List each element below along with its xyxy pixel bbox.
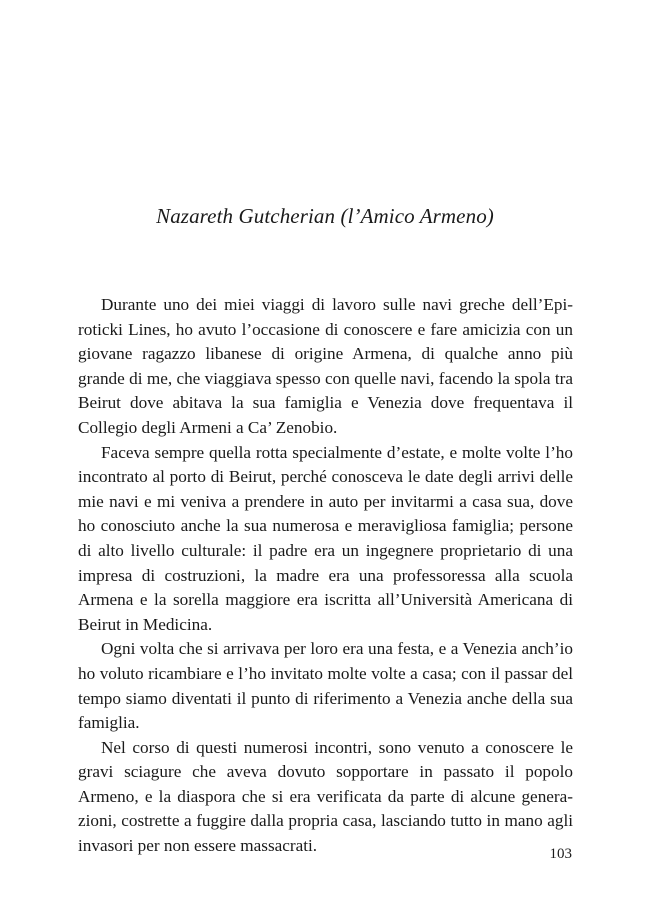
- paragraph: Durante uno dei miei viaggi di lavoro sulle navi greche dell’Epiroticki Lines, ho avuto l’occasione di conoscere e fare amicizia con un giovane ragazzo libanese di origine Armena, di qualche anno più grande di me, che viaggiava spesso con quelle navi, facendo la spola tra Beirut dove abitava la sua famiglia e Venezia dove frequentava il Collegio degli Armeni a Ca’ Zenobio.: [78, 295, 573, 437]
- chapter-body: [78, 293, 573, 859]
- page-number: 103: [549, 846, 572, 862]
- paragraph: Ogni volta che si arrivava per loro era una festa, e a Venezia anch’io ho voluto ricambiare e l’ho invitato molte volte a casa; con il passar del tempo siamo diventati il punto di riferimento a Venezia anche della sua famiglia.: [78, 639, 573, 733]
- paragraph: Faceva sempre quella rotta specialmente d’estate, e molte volte l’ho incontrato al porto di Beirut, perché conosceva le date degli arrivi delle mie navi e mi veniva a prendere in auto per invitarmi a casa sua, dove ho conosciuto anche la sua numerosa e meravigliosa famiglia; persone di alto livello culturale: il padre era un ingegnere proprietario di una impresa di costruzioni, la madre era una professoressa alla scuola Armena e la sorella maggiore era iscritta all’Università Americana di Beirut in Medicina.: [78, 442, 573, 634]
- chapter-title: Nazareth Gutcherian (l’Amico Armeno): [156, 204, 494, 228]
- paragraph: Nel corso di questi numerosi incontri, sono venuto a conoscere le gravi sciagure che aveva dovuto sopportare in passato il popolo Armeno, e la diaspora che si era verificata da parte di alcune generazioni, costrette a fuggire dalla propria casa, lasciando tutto in mano agli invasori per non essere massacrati.: [78, 737, 573, 856]
